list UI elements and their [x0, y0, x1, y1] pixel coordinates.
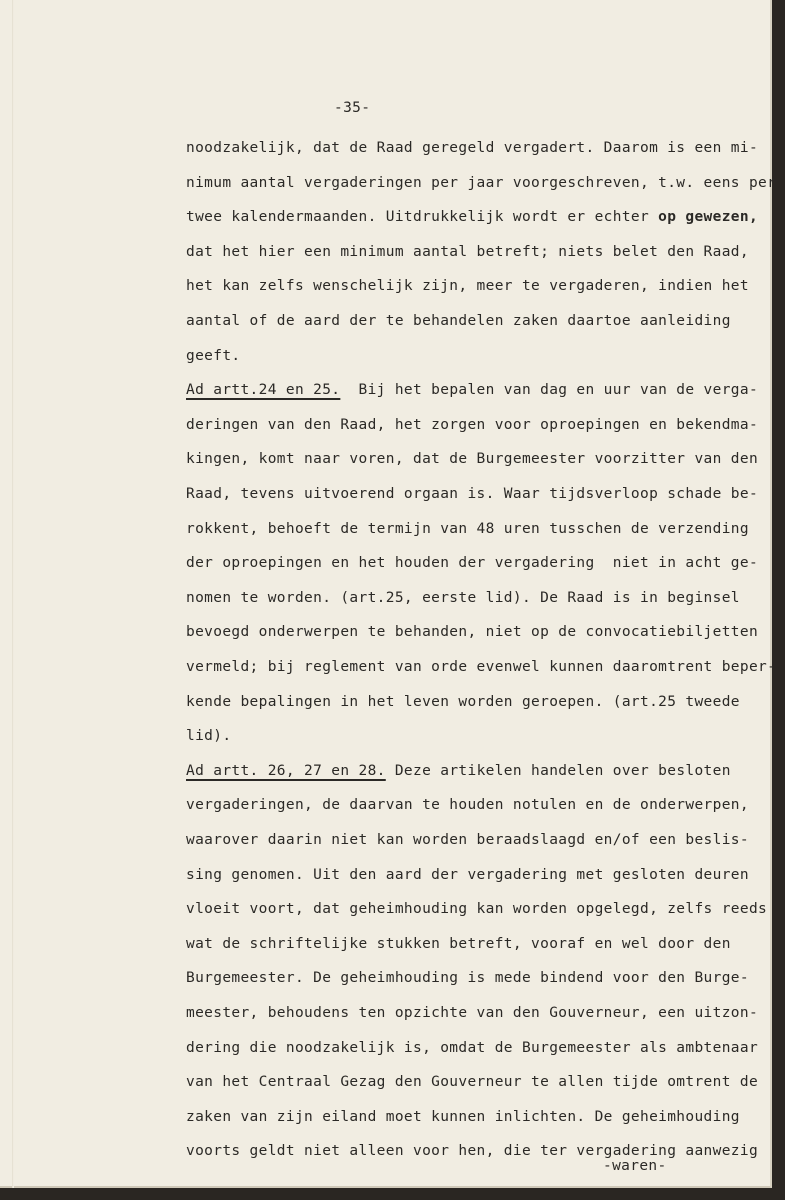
text-line — [186, 278, 749, 294]
text-line — [186, 694, 740, 710]
text-segment: nimum aantal vergaderingen per jaar voorgeschreven, t.w. eens per — [186, 174, 777, 191]
text-line — [186, 175, 776, 191]
text-segment: nomen te worden. (art.25, eerste lid). De Raad is in beginsel — [186, 589, 740, 606]
text-segment: aantal of de aard der te behandelen zaken daartoe aanleiding — [186, 313, 731, 329]
text-segment: dat het hier een minimum aantal betreft; niets belet den Raad, — [186, 243, 749, 260]
text-line — [186, 624, 758, 640]
text-segment: Burgemeester. De geheimhouding is mede bindend voor den Burge- — [186, 970, 749, 987]
text-segment: vermeld; bij reglement van orde evenwel kunnen daaromtrent beper- — [186, 659, 777, 675]
text-segment: der oproepingen en het houden der vergadering niet in acht ge- — [186, 555, 759, 572]
text-segment: rokkent, behoeft de termijn van 48 uren tusschen de verzending — [186, 520, 749, 537]
text-line — [186, 970, 749, 986]
page-fold-shadow — [12, 0, 14, 1188]
text-line — [186, 1109, 740, 1125]
text-line — [186, 417, 758, 433]
text-segment: Deze artikelen handelen over besloten — [385, 762, 731, 779]
section-heading: Ad artt.24 en 25. — [186, 382, 341, 399]
text-line — [186, 1143, 758, 1159]
text-segment: meester, behoudens ten opzichte van den Gouverneur, een uitzon- — [186, 1005, 759, 1021]
section-heading: Ad artt. 26, 27 en 28. — [186, 762, 386, 779]
page-number: -35- — [334, 100, 371, 116]
text-line — [186, 832, 749, 848]
catchword: -waren- — [603, 1158, 667, 1174]
text-segment: vloeit voort, dat geheimhouding kan worden opgelegd, zelfs reeds — [186, 901, 768, 918]
text-segment: op gewezen, — [658, 209, 759, 226]
text-line — [186, 348, 240, 364]
text-segment: van het Centraal Gezag den Gouverneur te allen tijde omtrent de — [186, 1074, 759, 1091]
text-segment: het kan zelfs wenschelijk zijn, meer te vergaderen, indien het — [186, 278, 749, 295]
text-line — [186, 590, 740, 606]
text-segment: kingen, komt naar voren, dat de Burgemeester voorzitter van den — [186, 451, 759, 468]
text-line — [186, 797, 749, 813]
text-line — [186, 313, 731, 329]
text-segment: waarover daarin niet kan worden beraadslaagd en/of een beslis- — [186, 832, 749, 848]
text-line — [186, 209, 758, 225]
text-line — [186, 659, 776, 675]
text-line — [186, 244, 749, 260]
text-line — [186, 728, 231, 744]
text-segment: twee kalendermaanden. Uitdrukkelijk wordt er echter — [186, 209, 659, 226]
text-line — [186, 936, 731, 952]
text-line — [186, 555, 758, 571]
text-segment: Bij het bepalen van dag en uur van de verga- — [340, 382, 759, 399]
text-line — [186, 1005, 758, 1021]
text-segment: wat de schriftelijke stukken betreft, vooraf en wel door den — [186, 935, 731, 952]
text-line — [186, 763, 731, 779]
text-line — [186, 451, 758, 467]
text-line — [186, 1074, 758, 1090]
text-segment: geeft. — [186, 347, 241, 364]
text-segment: vergaderingen, de daarvan te houden notulen en de onderwerpen, — [186, 797, 749, 814]
text-segment: kende bepalingen in het leven worden geroepen. (art.25 tweede — [186, 693, 740, 710]
text-segment: zaken van zijn eiland moet kunnen inlichten. De geheimhouding — [186, 1108, 740, 1125]
text-segment: lid). — [186, 728, 232, 745]
text-line — [186, 1040, 758, 1056]
text-segment: sing genomen. Uit den aard der vergadering met gesloten deuren — [186, 866, 749, 883]
text-segment: bevoegd onderwerpen te behanden, niet op de convocatiebiljetten — [186, 624, 759, 641]
text-segment: dering die noodzakelijk is, omdat de Burgemeester als ambtenaar — [186, 1039, 759, 1056]
text-line — [186, 867, 749, 883]
text-line — [186, 901, 767, 917]
text-line — [186, 382, 758, 398]
text-line — [186, 486, 758, 502]
text-segment: voorts geldt niet alleen voor hen, die ter vergadering aanwezig — [186, 1143, 759, 1160]
text-segment: Raad, tevens uitvoerend orgaan is. Waar tijdsverloop schade be- — [186, 486, 759, 502]
text-line — [186, 521, 749, 537]
text-segment: deringen van den Raad, het zorgen voor oproepingen en bekendma- — [186, 416, 759, 433]
text-segment: noodzakelijk, dat de Raad geregeld vergadert. Daarom is een mi- — [186, 140, 759, 156]
text-line — [186, 140, 758, 156]
